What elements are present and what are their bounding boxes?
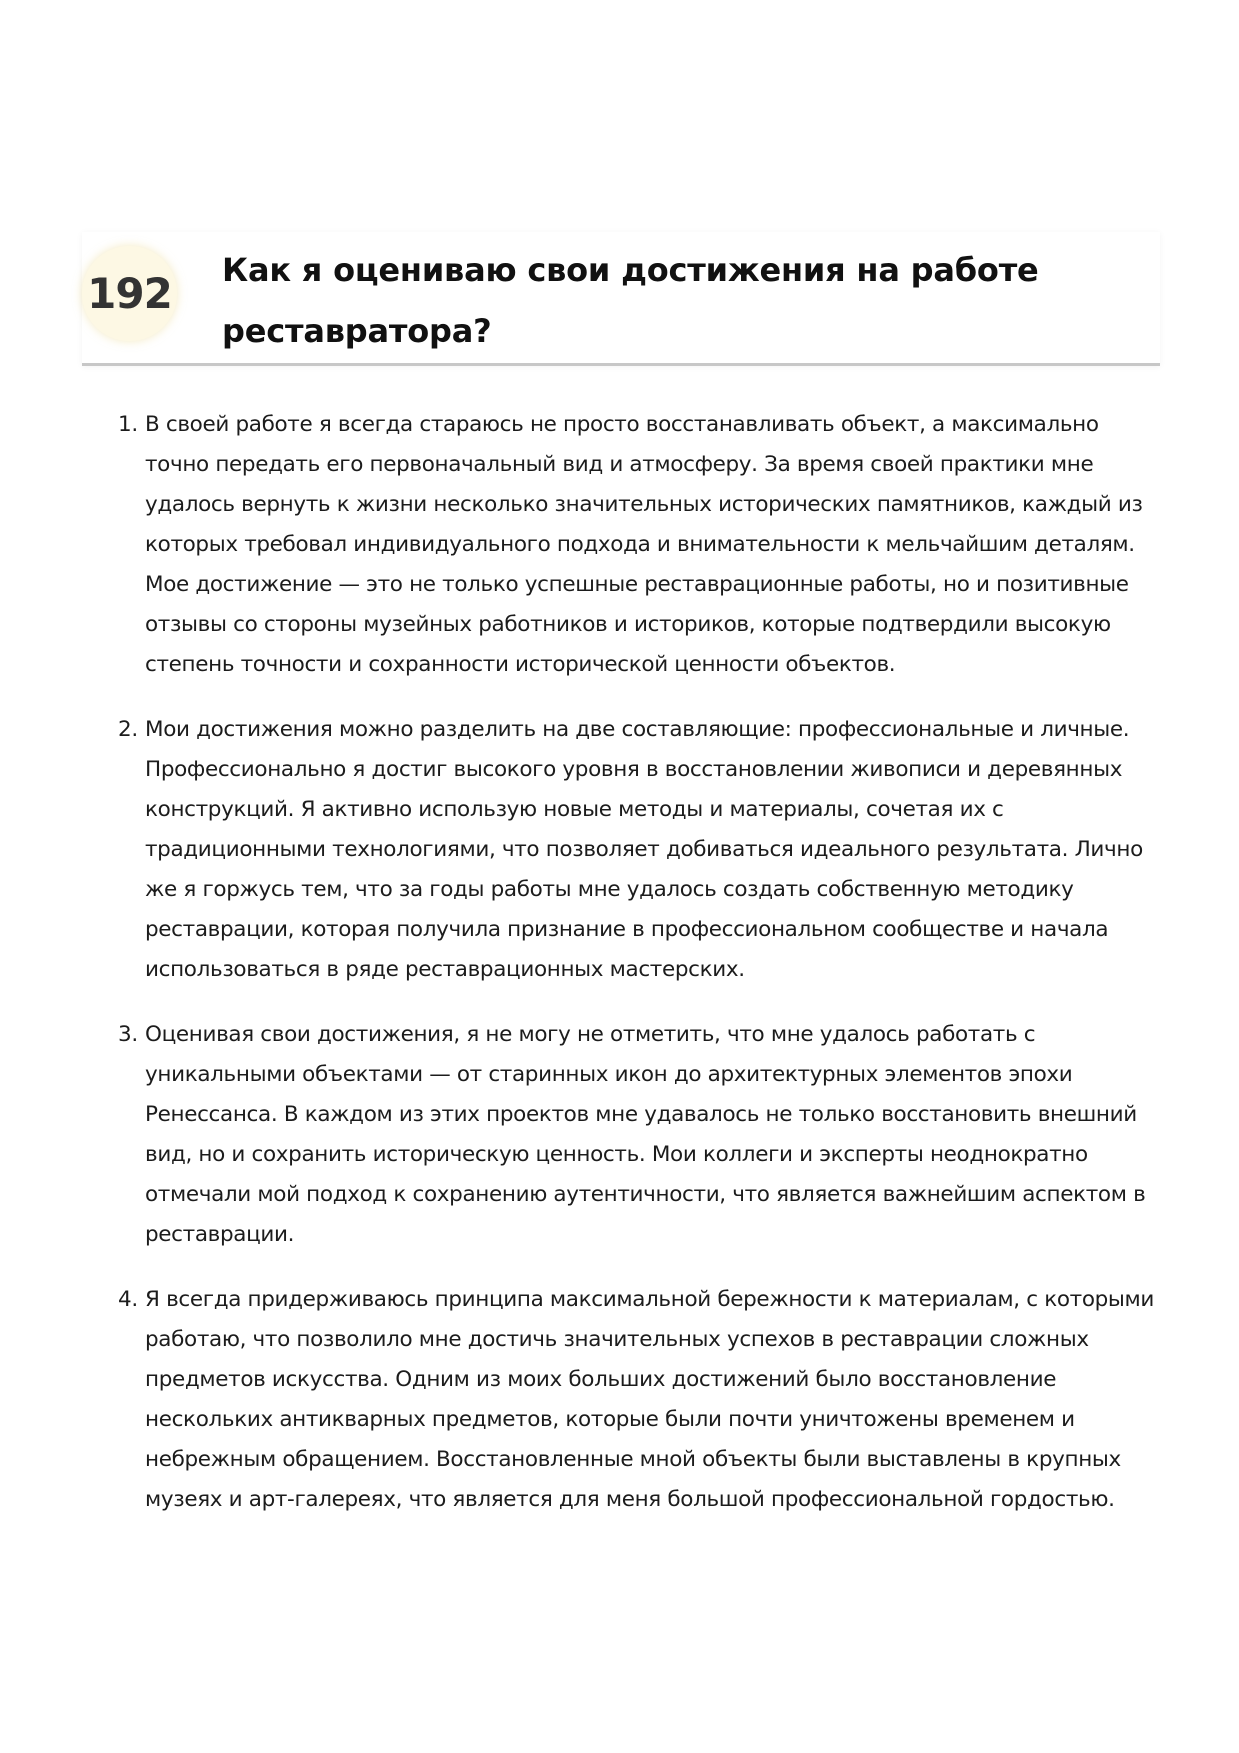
question-header: [82, 232, 1160, 366]
answer-text: Оценивая свои достижения, я не могу не отметить, что мне удалось работать с уникальными объектами — от старинных икон до архитектурных элементов эпохи Ренессанса. В каждом из этих проектов мне удавалось не только восстановить внешний вид, но и сохранить историческую ценность. Мои коллеги и эксперты неоднократно отмечали мой подход к сохранению аутентичности, что является важнейшим аспектом в реставрации.: [145, 1022, 1146, 1247]
answer-item: [118, 1015, 1165, 1255]
answer-number: 1.: [118, 412, 138, 437]
answer-text: Мои достижения можно разделить на две составляющие: профессиональные и личные. Профессионально я достиг высокого уровня в восстановлении живописи и деревянных конструкций. Я активно использую новые методы и материалы, сочетая их с традиционными технологиями, что позволяет добиваться идеального результата. Лично же я горжусь тем, что за годы работы мне удалось создать собственную методику реставрации, которая получила признание в профессиональном сообществе и начала использоваться в ряде реставрационных мастерских.: [145, 717, 1143, 982]
answer-list: [118, 405, 1165, 1545]
answer-text: Я всегда придерживаюсь принципа максимальной бережности к материалам, с которыми работаю, что позволило мне достичь значительных успехов в реставрации сложных предметов искусства. Одним из моих больших достижений было восстановление нескольких антикварных предметов, которые были почти уничтожены временем и небрежным обращением. Восстановленные мной объекты были выставлены в крупных музеях и арт-галереях, что является для меня большой профессиональной гордостью.: [145, 1287, 1155, 1512]
answer-item: [118, 710, 1165, 990]
question-title: Как я оцениваю свои достижения на работе реставратора?: [222, 251, 1039, 350]
answer-number: 4.: [118, 1287, 138, 1312]
answer-number: 3.: [118, 1022, 138, 1047]
answer-item: [118, 1280, 1165, 1520]
answer-item: [118, 405, 1165, 685]
answer-text: В своей работе я всегда стараюсь не просто восстанавливать объект, а максимально точно передать его первоначальный вид и атмосферу. За время своей практики мне удалось вернуть к жизни несколько значительных исторических памятников, каждый из которых требовал индивидуального подхода и внимательности к мельчайшим деталям. Мое достижение — это не только успешные реставрационные работы, но и позитивные отзывы со стороны музейных работников и историков, которые подтвердили высокую степень точности и сохранности исторической ценности объектов.: [145, 412, 1143, 677]
answer-number: 2.: [118, 717, 138, 742]
question-number-badge: 192: [82, 246, 177, 341]
